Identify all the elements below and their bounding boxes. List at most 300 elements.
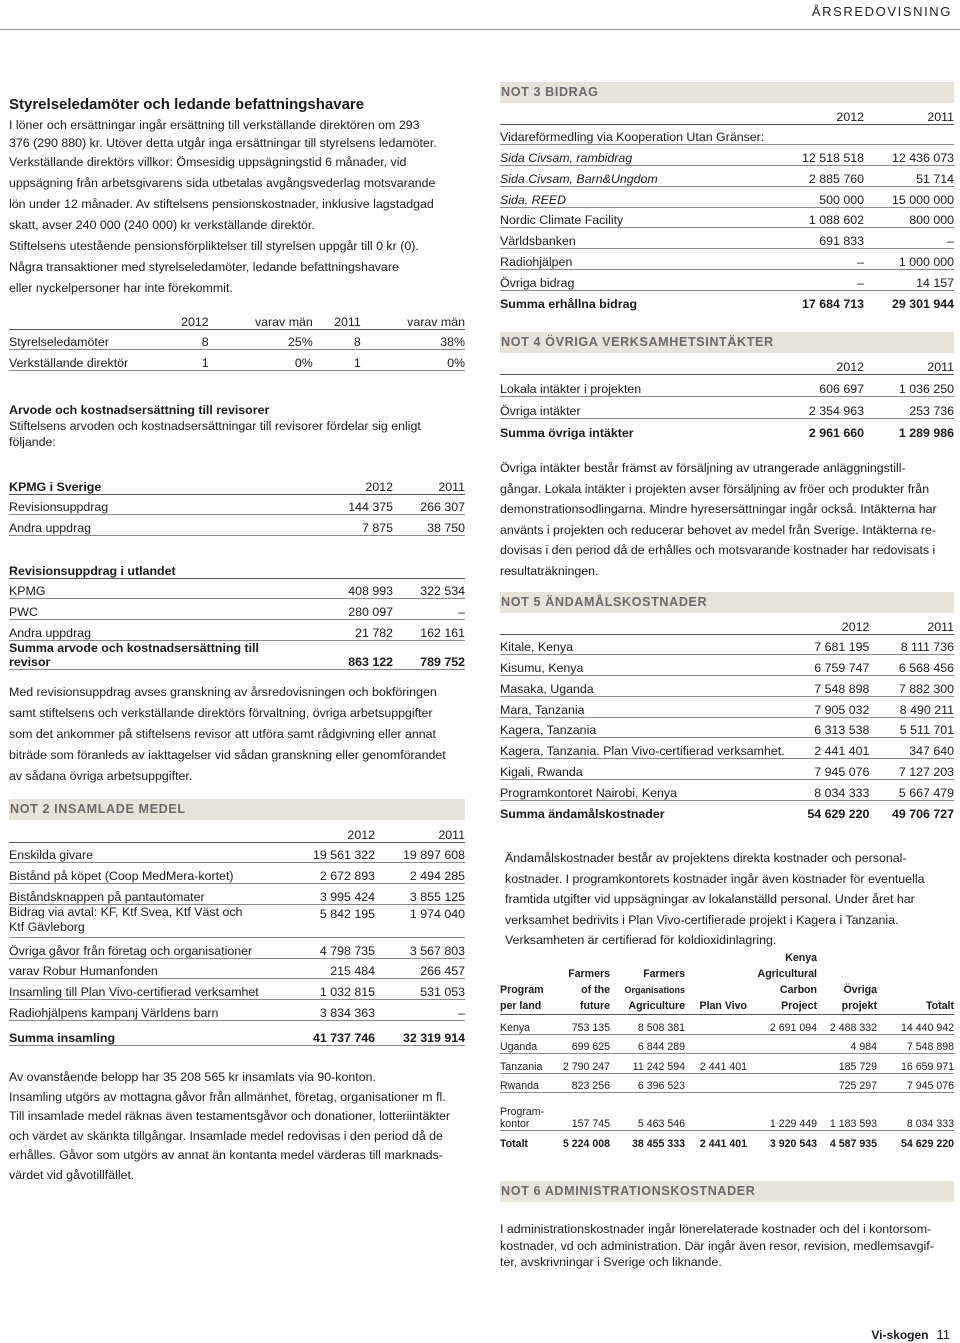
matrix-row [500, 1054, 954, 1074]
cell: 15 000 000 [864, 186, 954, 207]
header-line: Kenya [785, 952, 817, 964]
header-line: Organisations [624, 985, 685, 995]
cell: 1 036 250 [864, 374, 954, 396]
table-row [9, 904, 465, 937]
note3-title: NOT 3 BIDRAG [500, 82, 954, 103]
text-line: Övriga intäkter består främst av försäljning av utrangerade anläggningstill- [500, 461, 906, 475]
note2-table [9, 822, 465, 1046]
cell: 4 798 735 [275, 937, 375, 958]
note6-text [500, 1221, 954, 1271]
row-label: Andra uppdrag [9, 620, 283, 641]
col-header: 2011 [375, 822, 465, 842]
header-line: Carbon [779, 984, 817, 996]
header-line: Plan Vivo [699, 1000, 747, 1012]
cell: 14 440 942 [877, 1015, 954, 1035]
cell: 5 224 008 [562, 1138, 610, 1151]
table-row [500, 207, 954, 228]
table-row [500, 655, 954, 676]
header-line: per land [500, 1000, 542, 1012]
row-label: Nordic Climate Facility [500, 207, 764, 228]
cell: 19 897 608 [375, 842, 465, 863]
text-line: I löner och ersättningar ingår ersättning till verkställande direktören om 293 [9, 118, 420, 132]
row-label: Summa övriga intäkter [500, 426, 634, 440]
row-label: Summa insamling [9, 1021, 275, 1046]
header-line: Farmers [643, 968, 685, 980]
cell [685, 1073, 747, 1093]
board-title: Styrelseledamöter och ledande befattningshavare [9, 96, 365, 113]
audit-kpmg-table [9, 474, 465, 536]
cell: 6 396 523 [610, 1073, 685, 1093]
cell: 6 568 456 [869, 655, 954, 676]
cell: 8 508 381 [610, 1015, 685, 1035]
text-line: Insamling utgörs av mottagna gåvor från allmänhet, företag, organisationer m fl. [9, 1089, 446, 1104]
text-line: I administrationskostnader ingår lönerelaterade kostnader och del i kontorsom- [500, 1222, 932, 1236]
row-label: Biståndsknappen på pantautomater [9, 884, 275, 905]
row-label: Styrelseledamöter [9, 329, 159, 350]
col-header: 2012 [159, 309, 209, 329]
cell: 2 354 963 [764, 396, 864, 418]
text-line: eller nyckelpersoner har inte förekommit. [9, 281, 233, 295]
cell: 3 920 543 [769, 1138, 817, 1151]
row-label: Bidrag via avtal: KF, Ktf Svea, Ktf Väst och Ktf Gävleborg [9, 904, 275, 937]
text-line: Verkställande direktörs villkor: Ömsesidig uppsägningstid 6 månader, vid [9, 155, 407, 169]
col-header: varav män [209, 309, 313, 329]
text-line: Av ovanstående belopp har 35 208 565 kr insamlats via 90-konton. [9, 1070, 376, 1084]
table-row [9, 884, 465, 905]
cell: 606 697 [764, 374, 864, 396]
text-line: använts i projekten och reducerar behovet av medel från Sverige. Intäkterna re- [500, 522, 936, 537]
cell: 4 984 [817, 1034, 877, 1054]
cell [685, 1015, 747, 1035]
cell: 408 993 [283, 578, 393, 599]
col-header [817, 950, 877, 1015]
text-line: gångar. Lokala intäkter i projekten avser försäljning av fröer och produkter från [500, 481, 930, 496]
row-label: Summa arvode och kostnadsersättning till revisor [9, 640, 283, 669]
text-line: framtida utgifter vid uppsägningar av lokalanställd personal. Under året har [505, 892, 915, 906]
col-header [500, 950, 555, 1015]
cell: 11 242 594 [610, 1054, 685, 1074]
audit-section [9, 402, 465, 450]
note5-title: NOT 5 ÄNDAMÅLSKOSTNADER [500, 592, 954, 613]
cell: 25% [209, 329, 313, 350]
cell: 266 457 [375, 958, 465, 979]
cell: 1 088 602 [764, 207, 864, 228]
text-line: Verksamheten är certifierad för koldioxidinlagring. [505, 933, 777, 947]
cell: – [764, 270, 864, 291]
text-line: uppsägning från arbetsgivarens sida utbetalas avgångsvederlag motsvarande [9, 176, 436, 190]
cell: 215 484 [275, 958, 375, 979]
cell: 8 034 333 [877, 1093, 954, 1131]
row-label: Kitale, Kenya [500, 634, 785, 655]
col-header: 2011 [313, 309, 361, 329]
cell [685, 1034, 747, 1054]
text-line: dovisas i den period då de erhålles och motsvarande kostnader har redovisats i [500, 543, 936, 557]
row-label: Övriga bidrag [500, 270, 764, 291]
col-header: 2011 [869, 614, 954, 634]
cell: 725 297 [817, 1073, 877, 1093]
cell: 51 714 [864, 166, 954, 187]
note6-title: NOT 6 ADMINISTRATIONSKOSTNADER [500, 1181, 954, 1202]
cell: 38% [361, 329, 465, 350]
cell: 691 833 [764, 228, 864, 249]
cell: 2 672 893 [275, 863, 375, 884]
cell: 823 256 [555, 1073, 610, 1093]
table-row [9, 494, 465, 515]
text-line: 376 (290 880) kr. Utöver detta utgår inga ersättningar till styrelsens ledamöter. [9, 136, 437, 150]
cell: 8 [159, 329, 209, 350]
cell: 14 157 [864, 270, 954, 291]
table-row [9, 937, 465, 958]
table-row [500, 759, 954, 780]
col-header: 2012 [764, 354, 864, 374]
row-label: Uganda [500, 1034, 555, 1054]
table-row [9, 1000, 465, 1021]
cell: 2 488 332 [817, 1015, 877, 1035]
row-label: Verkställande direktör [9, 350, 159, 371]
cell: 8 111 736 [869, 634, 954, 655]
cell: 0% [361, 350, 465, 371]
text-line: värdet vid gåvotillfället. [9, 1167, 135, 1182]
text-line: Stiftelsens arvoden och kostnadsersättningar till revisorer fördelar sig enligt [9, 419, 421, 433]
cell: 1 289 986 [898, 426, 954, 440]
table-row [500, 166, 954, 187]
cell: 531 053 [375, 979, 465, 1000]
cell: 12 518 518 [764, 145, 864, 166]
cell: 347 640 [869, 738, 954, 759]
table-row [500, 634, 954, 655]
text-line: Ändamålskostnader består av projektens direkta kostnader och personal- [505, 851, 907, 865]
matrix-row [500, 1034, 954, 1054]
table-row [9, 842, 465, 863]
row-label: Övriga intäkter [500, 396, 764, 418]
row-label: Kagera, Tanzania. Plan Vivo-certifierad verksamhet. [500, 738, 785, 759]
row-label: Världsbanken [500, 228, 764, 249]
row-label: Kisumu, Kenya [500, 655, 785, 676]
note4-table [500, 354, 954, 440]
row-label: Övriga gåvor från företag och organisationer [9, 937, 275, 958]
text-line: och värdet av skänkta tillgångar. Insamlade medel redovisas i den period då de [9, 1128, 443, 1143]
table-row [9, 620, 465, 641]
table-row [500, 696, 954, 717]
table-total-row [9, 1021, 465, 1046]
cell: 2 494 285 [375, 863, 465, 884]
table-total-row [500, 290, 954, 311]
cell: 280 097 [283, 599, 393, 620]
cell: 54 629 220 [807, 807, 870, 822]
table-row [500, 780, 954, 801]
cell: 1 229 449 [747, 1093, 817, 1131]
table-row [500, 145, 954, 166]
cell: 17 684 713 [801, 297, 864, 312]
cell: 789 752 [393, 640, 465, 669]
cell: 500 000 [764, 186, 864, 207]
row-label: Kagera, Tanzania [500, 717, 785, 738]
cell: 8 034 333 [785, 780, 870, 801]
cell: 157 745 [555, 1093, 610, 1131]
text-line: kostnader. I programkontorets kostnader ingår även kostnader för eventuella [505, 871, 925, 886]
table-total-row [500, 418, 954, 440]
text-line: ter, avskrivningar i Sverige och liknande. [500, 1255, 722, 1269]
header-divider [0, 29, 960, 30]
cell: 1 032 815 [275, 979, 375, 1000]
cell: 7 882 300 [869, 676, 954, 697]
header-line: Farmers [568, 968, 610, 980]
cell: 0% [209, 350, 313, 371]
row-label: Program- kontor [500, 1093, 555, 1131]
cell: 7 127 203 [869, 759, 954, 780]
table-row [500, 717, 954, 738]
cell: 3 855 125 [375, 884, 465, 905]
header-line: Övriga [843, 984, 877, 996]
col-header: KPMG i Sverige [9, 474, 283, 494]
table-row [500, 676, 954, 697]
row-label: Kigali, Rwanda [500, 759, 785, 780]
cell: 7 548 898 [785, 676, 870, 697]
cell: – [864, 228, 954, 249]
cell: 2 441 401 [699, 1138, 747, 1151]
cell: 5 511 701 [869, 717, 954, 738]
cell: 29 301 944 [891, 297, 954, 312]
table-row [9, 329, 465, 350]
header-line: Program [500, 984, 544, 996]
col-header: Revisionsuppdrag i utlandet [9, 558, 465, 578]
cell: 253 736 [864, 396, 954, 418]
cell: 144 375 [283, 494, 393, 515]
row-label: Lokala intäkter i projekten [500, 374, 764, 396]
text-line: resultaträkningen. [500, 563, 599, 578]
row-label: Andra uppdrag [9, 515, 283, 536]
text-line: skatt, avser 240 000 (240 000) kr verkställande direktör. [9, 218, 315, 232]
col-header [877, 950, 954, 1015]
cell: 5 463 546 [610, 1093, 685, 1131]
text-line: Till insamlade medel räknas även testamentsgåvor och donationer, lotteriintäkter [9, 1109, 451, 1123]
table-row [9, 578, 465, 599]
text-line: kostnader, vd och administration. Där ingår även resor, revision, medlemsavgif- [500, 1238, 934, 1253]
board-section [9, 96, 465, 299]
col-header: 2012 [764, 104, 864, 124]
col-header: 2011 [864, 104, 954, 124]
col-header [747, 950, 817, 1015]
audit-title: Arvode och kostnadsersättning till revisorer [9, 403, 270, 417]
text-line: verksamhet bedrivits i Plan Vivo-certifierade projekt i Kagera i Tanzania. [505, 912, 899, 927]
table-row [500, 124, 954, 145]
row-label: Summa ändamålskostnader [500, 807, 665, 822]
row-label: KPMG [9, 578, 283, 599]
note4-title: NOT 4 ÖVRIGA VERKSAMHETSINTÄKTER [500, 332, 954, 353]
note5-text [505, 848, 955, 951]
cell: 1 974 040 [375, 904, 465, 937]
cell: 185 729 [817, 1054, 877, 1074]
cell [747, 1054, 817, 1074]
text-line: av sådana övriga arbetsuppgifter. [9, 769, 193, 783]
page-footer [871, 1327, 950, 1342]
cell: 1 [159, 350, 209, 371]
header-line: Totalt [925, 1000, 954, 1012]
cell: 6 313 538 [785, 717, 870, 738]
cell: 3 995 424 [275, 884, 375, 905]
cell: 2 961 660 [808, 426, 864, 440]
table-row [500, 270, 954, 291]
cell: 41 737 746 [275, 1021, 375, 1046]
cell: 800 000 [864, 207, 954, 228]
table-row [500, 186, 954, 207]
col-header [685, 950, 747, 1015]
row-label: PWC [9, 599, 283, 620]
col-header: 2012 [283, 474, 393, 494]
table-row [9, 599, 465, 620]
audit-text [9, 682, 465, 787]
text-line: lön under 12 månader. Av stiftelsens pensionskostnader, inklusive lagstadgad [9, 197, 434, 211]
cell: 1 000 000 [864, 249, 954, 270]
row-label: Sida, REED [500, 186, 764, 207]
table-total-row [500, 800, 954, 821]
cell [747, 1034, 817, 1054]
row-label: Revisionsuppdrag [9, 494, 283, 515]
cell: 12 436 073 [864, 145, 954, 166]
cell: 4 587 935 [829, 1138, 877, 1151]
header-line: of the [581, 984, 610, 996]
col-header: 2012 [275, 822, 375, 842]
cell: 2 790 247 [555, 1054, 610, 1074]
note5-table [500, 614, 954, 821]
col-header [610, 950, 685, 1015]
cell: 863 122 [283, 640, 393, 669]
matrix-row [500, 1093, 954, 1131]
cell: 19 561 322 [275, 842, 375, 863]
text-line: Några transaktioner med styrelseledamöter, ledande befattningshavare [9, 260, 399, 274]
table-row [9, 863, 465, 884]
page-number: 11 [936, 1327, 950, 1342]
cell [747, 1073, 817, 1093]
board-table [9, 309, 465, 371]
col-header [555, 950, 610, 1015]
col-header: 2011 [393, 474, 465, 494]
cell: 3 834 363 [275, 1000, 375, 1021]
cell: 162 161 [393, 620, 465, 641]
row-label: Totalt [500, 1138, 529, 1151]
row-label: Summa erhållna bidrag [500, 297, 638, 312]
row-label: Mara, Tanzania [500, 696, 785, 717]
text-line: Med revisionsuppdrag avses granskning av årsredovisningen och bokföringen [9, 685, 437, 699]
header-line: future [579, 1000, 610, 1012]
cell: – [764, 249, 864, 270]
row-label: Tanzania [500, 1054, 555, 1074]
col-header: 2011 [864, 354, 954, 374]
row-label: Masaka, Uganda [500, 676, 785, 697]
row-label: Sida Civsam, rambidrag [500, 145, 764, 166]
row-label: Radiohjälpens kampanj Världens barn [9, 1000, 275, 1021]
page-header-title: ÅRSREDOVISNING [811, 4, 952, 19]
cell: 3 567 803 [375, 937, 465, 958]
matrix-header-row [500, 950, 954, 1015]
text-line: följande: [9, 435, 56, 449]
row-label: Kenya [500, 1015, 555, 1035]
table-row [9, 350, 465, 371]
footer-brand: Vi-skogen [871, 1328, 929, 1342]
cell: 7 945 076 [877, 1073, 954, 1093]
header-line: Agriculture [628, 1000, 685, 1012]
cell: 2 441 401 [685, 1054, 747, 1074]
header-line: Project [781, 1000, 817, 1012]
note4-text [500, 458, 954, 581]
cell: 2 885 760 [764, 166, 864, 187]
cell: – [393, 599, 465, 620]
row-label: varav Robur Humanfonden [9, 958, 275, 979]
matrix-row [500, 1073, 954, 1093]
audit-abroad-table [9, 558, 465, 670]
row-label: Programkontoret Nairobi, Kenya [500, 780, 785, 801]
cell: 38 455 333 [631, 1138, 685, 1151]
text-line: erhålles. Gåvor som utgörs av annat än kontanta medel värderas till marknads- [9, 1148, 443, 1162]
row-label: Enskilda givare [9, 842, 275, 863]
note5-matrix [500, 950, 954, 1150]
cell: 699 625 [555, 1034, 610, 1054]
table-row [9, 958, 465, 979]
table-row [500, 228, 954, 249]
row-label: Sida Civsam, Barn&Ungdom [500, 166, 764, 187]
cell: – [375, 1000, 465, 1021]
cell [685, 1093, 747, 1131]
cell: 7 681 195 [785, 634, 870, 655]
cell: 7 875 [283, 515, 393, 536]
cell: 7 548 898 [877, 1034, 954, 1054]
row-label: Rwanda [500, 1073, 555, 1093]
table-row [9, 979, 465, 1000]
cell: 7 945 076 [785, 759, 870, 780]
text-line: Stiftelsens utestående pensionsförpliktelser till styrelsen uppgår till 0 kr (0). [9, 239, 419, 253]
cell: 1 183 593 [817, 1093, 877, 1131]
cell: 1 [313, 350, 361, 371]
table-row [500, 738, 954, 759]
cell: 2 441 401 [785, 738, 870, 759]
row-label: Radiohjälpen [500, 249, 764, 270]
table-total-row [9, 640, 465, 669]
cell: 8 [313, 329, 361, 350]
cell: 49 706 727 [891, 807, 954, 822]
matrix-row [500, 1015, 954, 1035]
cell: 266 307 [393, 494, 465, 515]
matrix-total-row [500, 1131, 954, 1151]
cell: 6 844 289 [610, 1034, 685, 1054]
cell: 16 659 971 [877, 1054, 954, 1074]
note2-title: NOT 2 INSAMLADE MEDEL [9, 799, 465, 820]
row-label: Insamling till Plan Vivo-certifierad verksamhet [9, 979, 275, 1000]
header-line: Agricultural [757, 968, 817, 980]
cell: 6 759 747 [785, 655, 870, 676]
header-line: projekt [841, 1000, 877, 1012]
note2-text [9, 1068, 465, 1185]
table-row [9, 515, 465, 536]
text-line: biträde som föranleds av iakttagelser vid sådan granskning eller genomförandet [9, 748, 446, 762]
note3-table [500, 104, 954, 311]
cell: 21 782 [283, 620, 393, 641]
cell: 753 135 [555, 1015, 610, 1035]
col-header: 2012 [785, 614, 870, 634]
row-label: Vidareförmedling via Kooperation Utan Gränser: [500, 124, 954, 145]
board-text [9, 116, 465, 299]
cell: 2 691 094 [747, 1015, 817, 1035]
cell: 54 629 220 [900, 1138, 954, 1151]
cell: 32 319 914 [375, 1021, 465, 1046]
table-row [500, 249, 954, 270]
table-row [500, 396, 954, 418]
cell: 8 490 211 [869, 696, 954, 717]
row-label: Bistånd på köpet (Coop MedMera-kortet) [9, 863, 275, 884]
cell: 38 750 [393, 515, 465, 536]
text-line: som det ankommer på stiftelsens revisor att utföra samt rådgivning eller annat [9, 727, 436, 741]
text-line: samt stiftelsens och verkställande direktörs förvaltning, övriga arbetsuppgifter [9, 706, 433, 720]
text-line: demonstrationsodlingarna. Mindre hyresersättningar ingår också. Intäkterna har [500, 502, 937, 516]
